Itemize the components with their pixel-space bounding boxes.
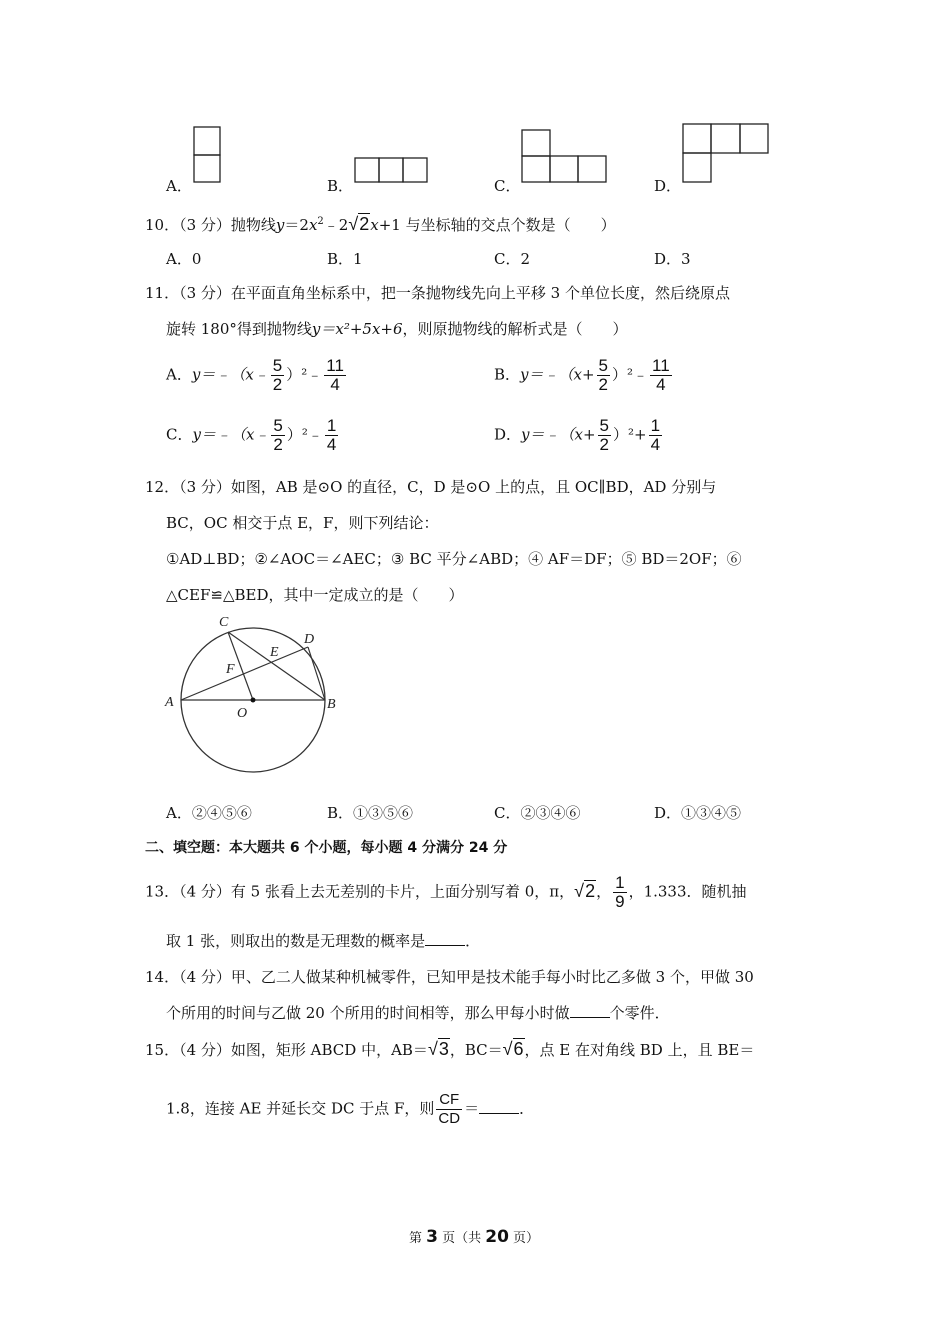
q12-number: 12．	[145, 478, 180, 496]
q10-option-d: D．3	[654, 250, 691, 268]
q15-fraction: $\frac{CF}{CD}$	[438, 1091, 461, 1127]
q11-line2: 旋转 180°得到抛物线y＝x²+5x+6，则原抛物线的解析式是（ ）	[166, 320, 628, 338]
q10-eq-tail: ﹣2	[323, 216, 349, 234]
question-10: 10．（3 分）抛物线$y=2x^2﹣2√2x+1$ 与坐标轴的交点个数是（ ）	[145, 214, 616, 234]
q13-sqrt: √2	[574, 880, 596, 901]
q9-option-a-figure	[193, 126, 223, 186]
q12-option-a: A．②④⑤⑥	[166, 804, 252, 822]
q10-eq-mid: ＝2	[284, 216, 309, 234]
q14-line2: 个所用的时间与乙做 20 个所用的时间相等，那么甲每小时做 个零件．	[166, 1004, 670, 1022]
q10-eq-end: +1 与坐标轴的交点个数是（ ）	[378, 216, 616, 234]
q13-fraction: $\frac{1}{9}$	[615, 873, 625, 911]
q10-option-c: C．2	[494, 250, 531, 268]
total-pages: 20	[485, 1227, 509, 1247]
question-13: 13．（4 分）有 5 张看上去无差别的卡片，上面分别写着 0，π，√2， $\frac{1}{9}$ ，1.333．随机抽	[145, 873, 747, 911]
label-e: E	[270, 645, 279, 660]
page-footer: 第 3 页（共 20 页）	[409, 1227, 540, 1247]
q10-eq-x: x	[308, 216, 318, 234]
q12-score: （3 分）	[179, 478, 231, 496]
q13-answer-blank[interactable]	[425, 931, 465, 946]
center-point	[251, 698, 256, 703]
q11-number: 11．	[145, 284, 180, 302]
q10-eq-y: y	[275, 216, 285, 234]
q10-score: （3 分）	[179, 216, 231, 234]
q11-option-a: A．y＝﹣（x﹣ $\frac{5}{2}$ ）²﹣ $\frac{11}{4}$	[166, 356, 344, 394]
q11-option-d: D．y＝﹣（x+ $\frac{5}{2}$ ）²+ $\frac{1}{4}$	[494, 416, 661, 454]
q11-option-c: C．y＝﹣（x﹣ $\frac{5}{2}$ ）²﹣ $\frac{1}{4}$	[166, 416, 337, 454]
label-b: B	[327, 697, 336, 712]
q13-line2: 取 1 张，则取出的数是无理数的概率是 ．	[166, 932, 481, 950]
q15-number: 15．	[145, 1041, 180, 1059]
question-11	[145, 282, 730, 304]
q11-score: （3 分）	[179, 284, 231, 302]
q9-option-b-figure	[354, 157, 430, 185]
q11-option-b: B．y＝﹣（x+ $\frac{5}{2}$ ）²﹣ $\frac{11}{4}$	[494, 356, 670, 394]
q9-option-b-label: B．	[327, 177, 354, 195]
label-d: D	[304, 632, 315, 647]
q15-answer-blank[interactable]	[479, 1099, 519, 1114]
q13-number: 13．	[145, 882, 180, 901]
q12-option-c: C．②③④⑥	[494, 804, 581, 822]
q11-line1: 在平面直角坐标系中，把一条抛物线先向上平移 3 个单位长度，然后绕原点	[230, 284, 730, 302]
q12-line2: BC，OC 相交于点 E，F，则下列结论：	[166, 514, 439, 532]
q9-option-d-label: D．	[654, 177, 682, 195]
q15-sqrt-6: √6	[502, 1039, 524, 1059]
question-15: 15．（4 分）如图，矩形 ABCD 中，AB＝√3，BC＝√6，点 E 在对角线 BD 上，且 BE＝	[145, 1039, 755, 1059]
q12-line1: 如图，AB 是⊙O 的直径，C，D 是⊙O 上的点，且 OC∥BD，AD 分别与	[230, 478, 717, 496]
q12-option-b: B．①③⑤⑥	[327, 804, 414, 822]
q12-line4: △CEF≌△BED，其中一定成立的是（ ）	[166, 586, 464, 604]
q15-score: （4 分）	[179, 1041, 231, 1059]
q15-line2: 1.8，连接 AE 并延长交 DC 于点 F，则 $\frac{CF}{CD}$ ＝ ．	[166, 1091, 535, 1127]
q10-eq-x2: x	[370, 216, 379, 234]
q12-option-d: D．①③④⑤	[654, 804, 742, 822]
q9-option-d-figure	[682, 123, 772, 185]
question-12	[145, 476, 716, 498]
q13-score: （4 分）	[179, 882, 231, 901]
q10-option-b: B．1	[327, 250, 363, 268]
q9-option-c-label: C．	[494, 177, 521, 195]
q10-number: 10．	[145, 216, 180, 234]
q10-sqrt: √2	[348, 214, 370, 234]
q9-option-a-label: A．	[166, 177, 192, 195]
label-f: F	[226, 662, 235, 677]
q10-text: 抛物线	[230, 216, 276, 234]
q9-option-c-figure	[521, 129, 611, 185]
section-heading-fill-in: 二、填空题：本大题共 6 个小题，每小题 4 分满分 24 分	[145, 840, 508, 856]
q15-sqrt-3: √3	[427, 1039, 449, 1059]
q12-circle-figure	[160, 610, 350, 780]
question-14	[145, 966, 754, 988]
q12-line3: ①AD⊥BD；②∠AOC＝∠AEC；③ BC 平分∠ABD；④ AF＝DF；⑤ BD＝2OF；⑥	[166, 550, 742, 568]
segment-db	[308, 647, 325, 700]
label-a: A	[165, 695, 174, 710]
segment-ad	[181, 647, 308, 700]
label-c: C	[219, 615, 229, 630]
current-page: 3	[426, 1227, 438, 1247]
q10-option-a: A．0	[166, 250, 202, 268]
label-o: O	[237, 706, 248, 721]
q11-equation: y＝x²+5x+6	[311, 320, 403, 338]
q14-line1: 甲、乙二人做某种机械零件，已知甲是技术能手每小时比乙多做 3 个，甲做 30	[230, 968, 754, 986]
q14-answer-blank[interactable]	[570, 1003, 610, 1018]
q14-number: 14．	[145, 968, 180, 986]
q14-score: （4 分）	[179, 968, 231, 986]
